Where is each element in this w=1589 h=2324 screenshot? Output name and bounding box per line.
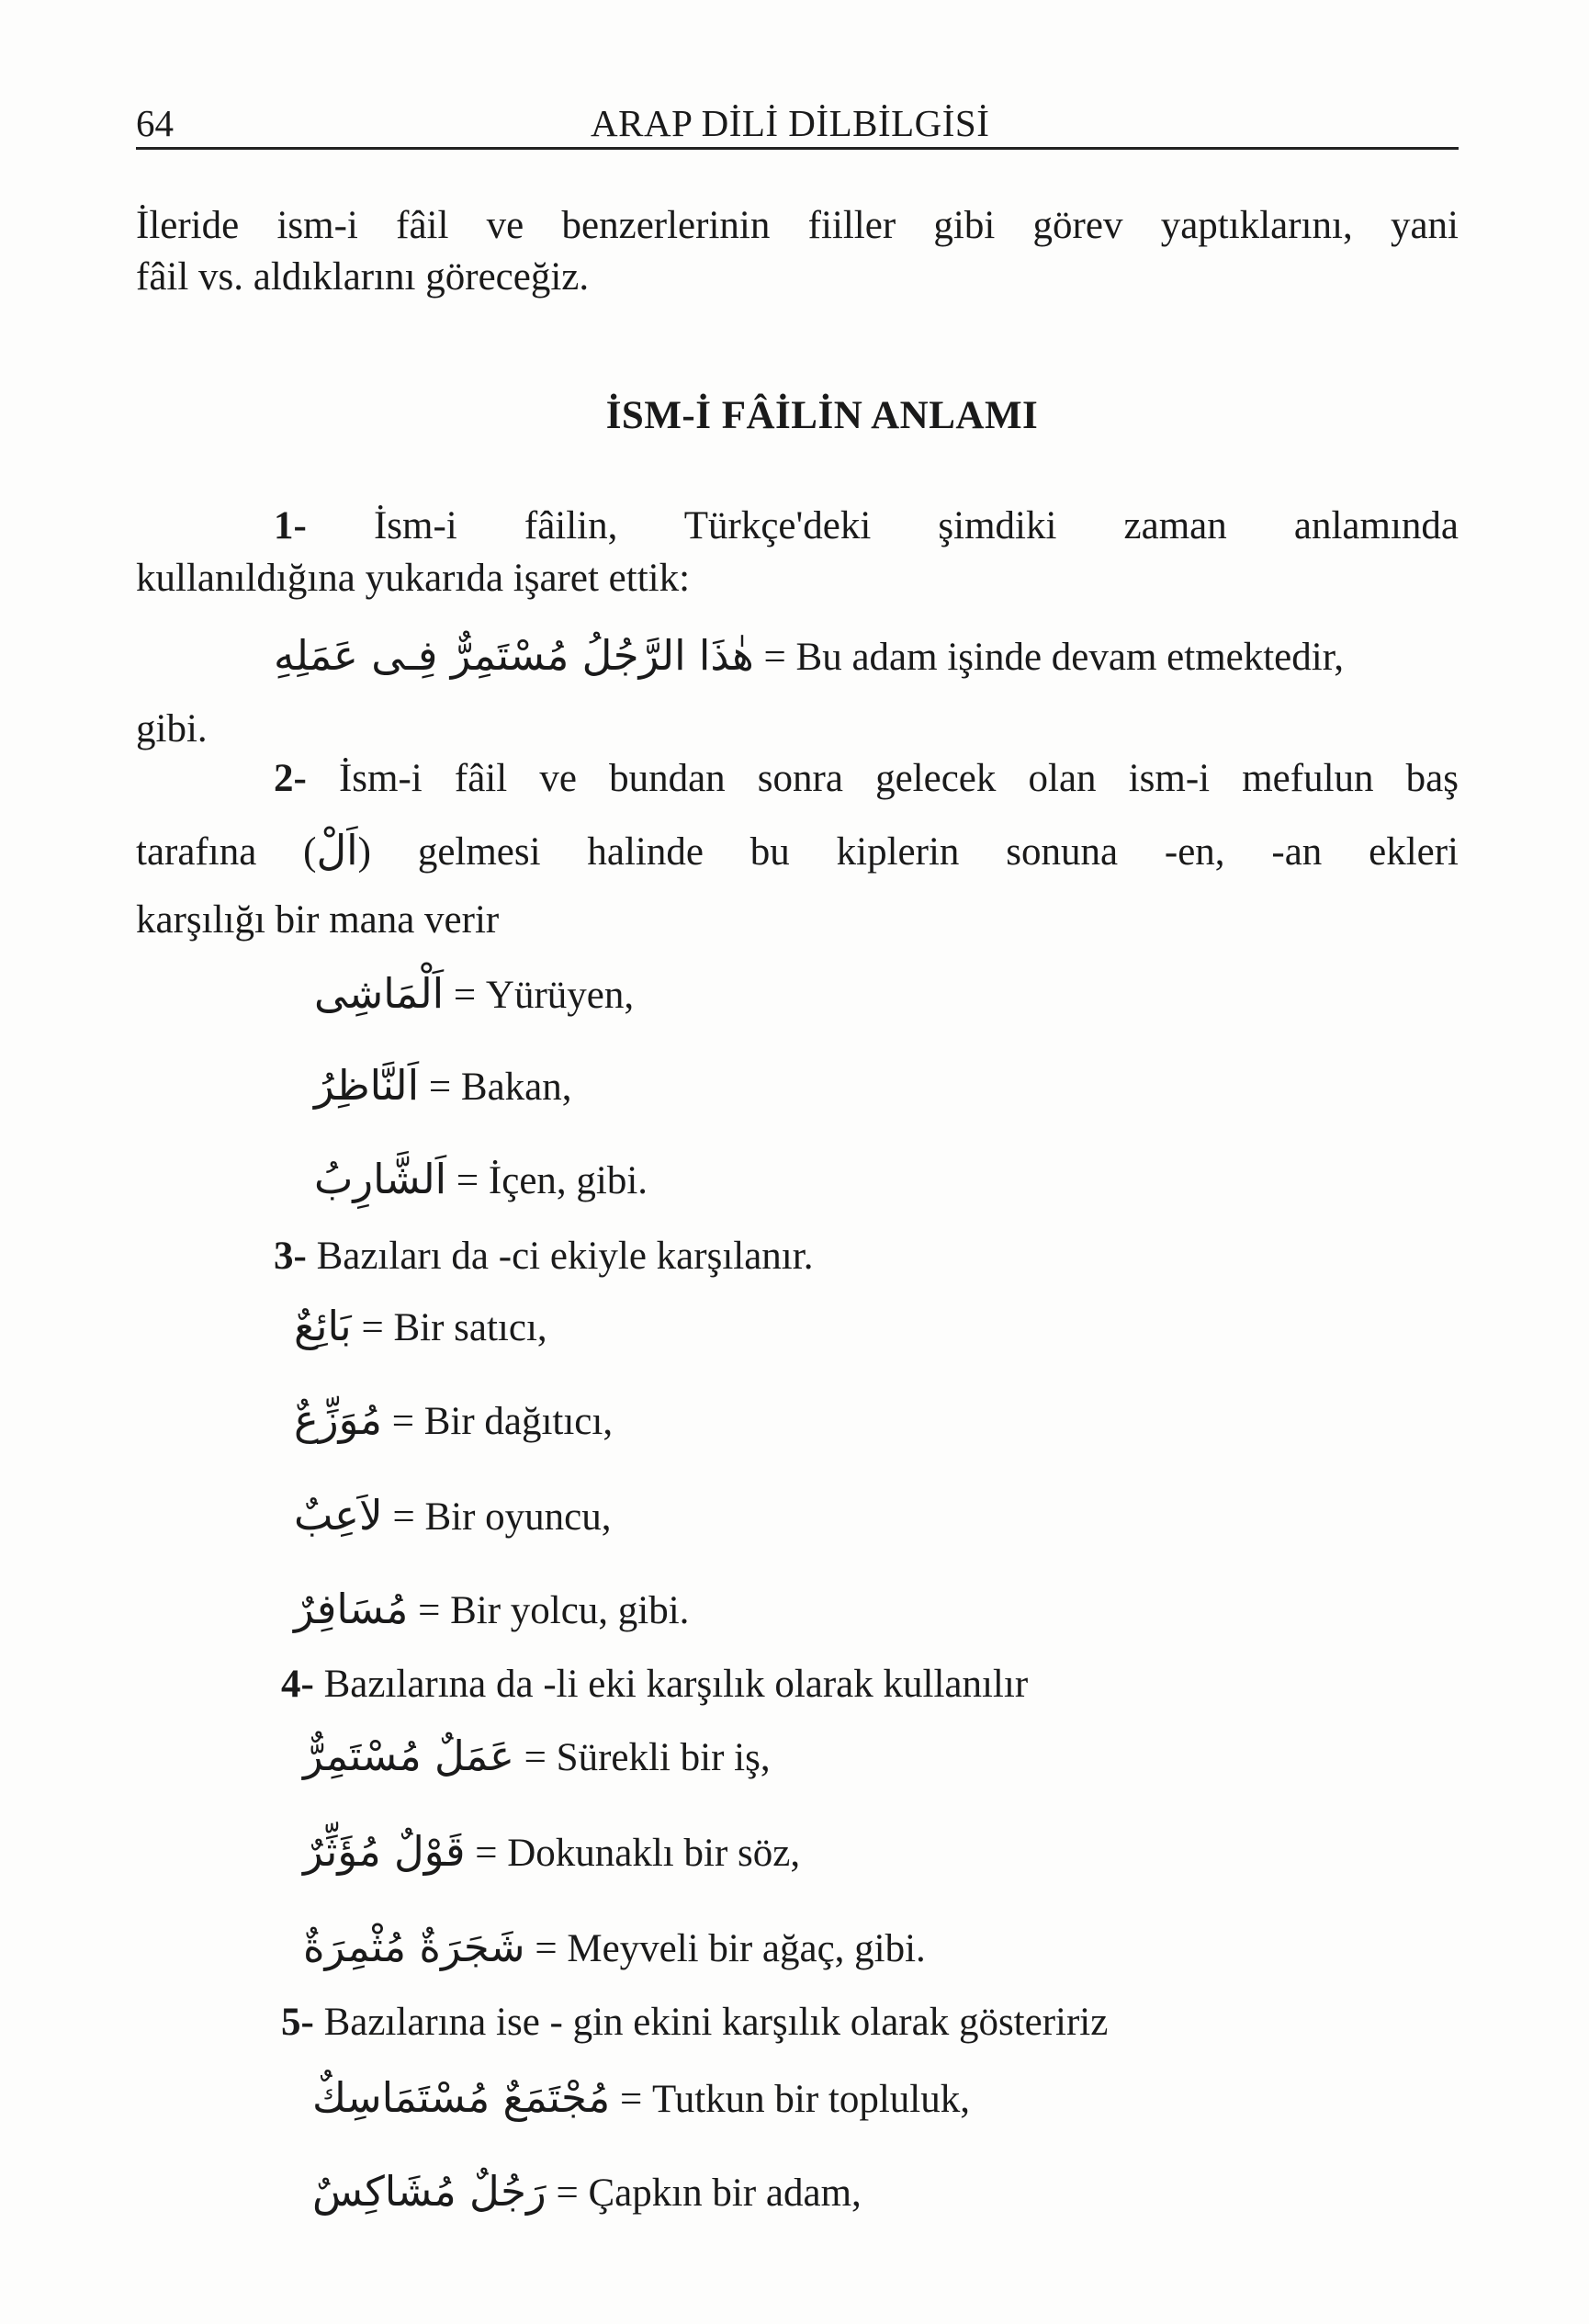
- section-heading: İSM-İ FÂİLİN ANLAMI: [605, 394, 1039, 437]
- example-translation: = Çapkın bir adam,: [556, 2172, 862, 2215]
- example-translation: = Sürekli bir iş,: [524, 1736, 771, 1779]
- arabic-example: بَائِعٌ: [294, 1302, 352, 1350]
- example-translation: = Yürüyen,: [453, 974, 635, 1017]
- section-2-example-3: [314, 1152, 648, 1209]
- intro-line-2: fâil vs. aldıklarını göreceğiz.: [136, 255, 590, 299]
- section-3-example-3: [294, 1488, 612, 1545]
- section-2-line-1: [274, 753, 1459, 805]
- section-5-example-1: [312, 2070, 970, 2127]
- arabic-example: مُجْتَمَعٌ مُسْتَمَاسِكٌ: [312, 2073, 611, 2122]
- section-2-line-2: [136, 825, 1459, 878]
- section-5-line: [281, 1997, 1108, 2048]
- section-4-example-3: [303, 1920, 926, 1977]
- example-translation: = Bir dağıtıcı,: [391, 1400, 614, 1443]
- arabic-example: قَوْلٌ مُؤَثِّرٌ: [303, 1827, 466, 1876]
- section-4-example-1: [303, 1729, 771, 1786]
- section-4-text: Bazılarına da -li eki karşılık olarak kullanılır: [323, 1663, 1029, 1706]
- section-4-line: [281, 1659, 1028, 1710]
- section-2-line-2-suffix: ) gelmesi halinde bu kiplerin sonuna -en, -an ekleri: [357, 830, 1459, 874]
- section-2-example-1: [314, 966, 634, 1023]
- example-translation: = Bir yolcu, gibi.: [418, 1589, 690, 1632]
- page-header: [136, 96, 1459, 151]
- arabic-article: اَلْ: [316, 826, 358, 874]
- arabic-example: اَلشَّارِبُ: [314, 1155, 447, 1203]
- header-rule: [136, 147, 1459, 150]
- section-1-line-1: [274, 501, 1459, 552]
- section-1-text: İsm-i fâilin, Türkçe'deki şimdiki zaman anlamında: [373, 504, 1459, 547]
- section-3-example-4: [294, 1582, 689, 1639]
- example-translation: = Tutkun bir topluluk,: [619, 2078, 970, 2121]
- section-2-text: İsm-i fâil ve bundan sonra gelecek olan ism-i mefulun baş: [338, 757, 1459, 800]
- arabic-example: عَمَلٌ مُسْتَمِرٌّ: [303, 1732, 514, 1780]
- intro-line-1: İleride ism-i fâil ve benzerlerinin fiiller gibi görev yaptıklarını, yani: [136, 204, 1459, 247]
- section-1-number: 1-: [274, 504, 307, 547]
- example-translation: = Dokunaklı bir söz,: [475, 1832, 801, 1875]
- example-translation: = Bir satıcı,: [361, 1306, 547, 1349]
- section-2-line-2-prefix: tarafına (: [136, 830, 317, 874]
- section-5-example-2: [312, 2164, 862, 2221]
- section-5-text: Bazılarına ise - gin ekini karşılık olarak gösteririz: [323, 2001, 1109, 2044]
- example-translation: = Bir oyuncu,: [392, 1495, 612, 1539]
- section-1-line-2: kullanıldığına yukarıda işaret ettik:: [136, 557, 691, 600]
- section-3-line: [274, 1231, 813, 1282]
- section-3-text: Bazıları da -ci ekiyle karşılanır.: [316, 1235, 814, 1278]
- example-translation: = Bakan,: [428, 1066, 572, 1109]
- section-3-example-2: [294, 1393, 613, 1450]
- page-number: 64: [136, 102, 174, 144]
- section-1-trailing: gibi.: [136, 707, 208, 750]
- arabic-example: شَجَرَةٌ مُثْمِرَةٌ: [303, 1923, 525, 1971]
- section-4-example-2: [303, 1824, 800, 1881]
- arabic-example: مُسَافِرٌ: [294, 1585, 409, 1633]
- section-3-number: 3-: [274, 1235, 307, 1278]
- section-2-line-3: karşılığı bir mana verir: [136, 898, 500, 942]
- section-1-example: [274, 628, 1344, 685]
- arabic-example: لاَعِبٌ: [294, 1491, 383, 1540]
- running-title: ARAP DİLİ DİLBİLGİSİ: [591, 102, 990, 144]
- arabic-example: اَلْمَاشِى: [314, 969, 445, 1018]
- arabic-example: اَلنَّاظِرُ: [314, 1061, 420, 1110]
- section-2-number: 2-: [274, 757, 307, 800]
- arabic-example: هٰذَا الرَّجُلُ مُسْتَمِرٌّ فِـى عَمَلِهِ: [274, 631, 754, 680]
- example-translation: = Meyveli bir ağaç, gibi.: [535, 1927, 926, 1970]
- arabic-example: مُوَزِّعٌ: [294, 1395, 382, 1444]
- section-2-example-2: [314, 1058, 572, 1115]
- example-translation: = İçen, gibi.: [456, 1159, 648, 1202]
- section-4-number: 4-: [281, 1663, 314, 1706]
- example-translation: = Bu adam işinde devam etmektedir,: [763, 636, 1345, 679]
- arabic-example: رَجُلٌ مُشَاكِسٌ: [312, 2167, 547, 2216]
- section-5-number: 5-: [281, 2001, 314, 2044]
- section-3-example-1: [294, 1299, 547, 1356]
